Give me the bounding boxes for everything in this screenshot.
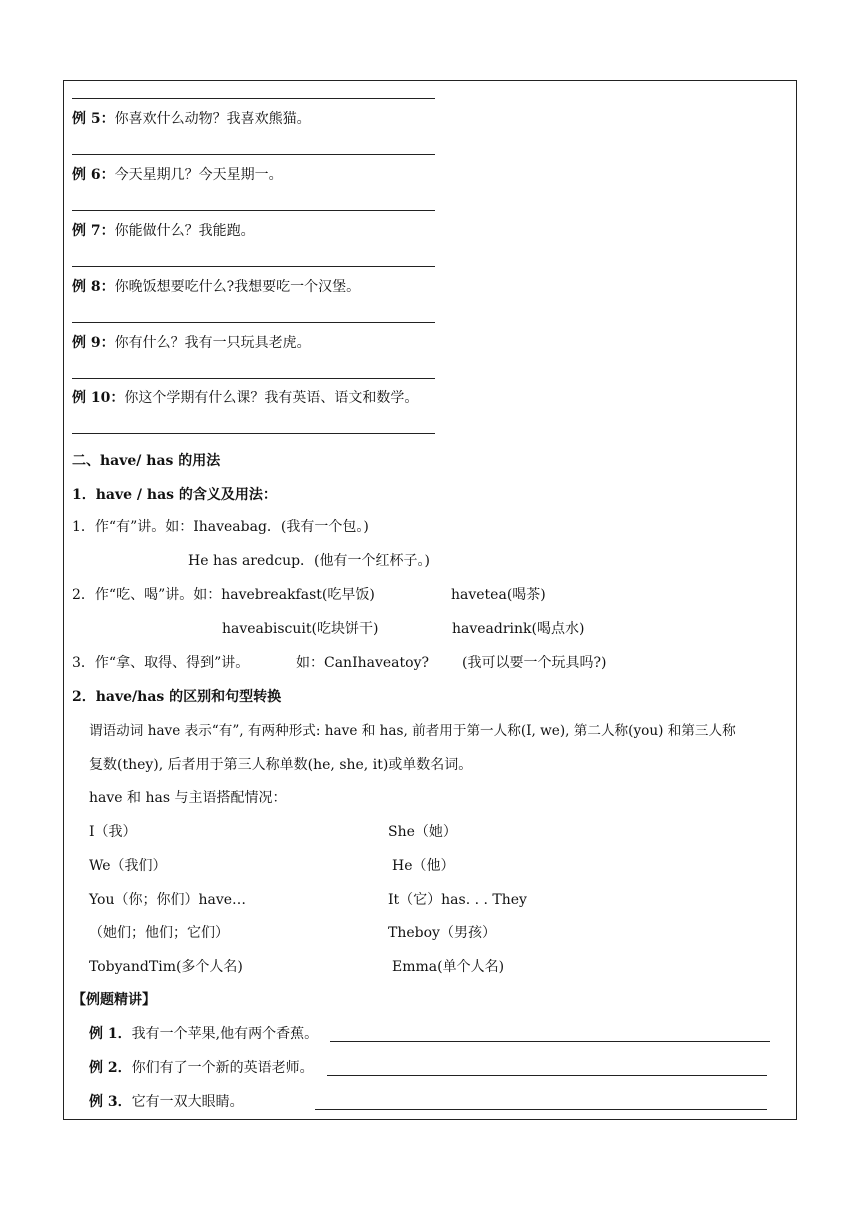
example-item: [72, 166, 283, 184]
example-item: [72, 222, 255, 240]
subsection-heading: 1．have / has 的含义及用法：: [72, 487, 277, 503]
match-left: （她们；他们；它们）: [89, 925, 229, 941]
usage-line: havetea(喝茶): [451, 587, 546, 603]
example-item: [72, 334, 311, 352]
practice-item: [89, 1093, 244, 1111]
match-right: He（他）: [392, 858, 455, 874]
answer-line: [72, 266, 435, 267]
example-text: 你喜欢什么动物？我喜欢熊猫。: [114, 111, 311, 127]
match-right: She（她）: [388, 824, 457, 840]
practice-heading: 【例题精讲】: [72, 992, 156, 1008]
usage-line: haveadrink(喝点水): [452, 621, 585, 637]
example-text: 你有什么？我有一只玩具老虎。: [114, 335, 311, 351]
answer-line: [72, 154, 435, 155]
section-heading: 二、have/ has 的用法: [72, 453, 221, 469]
answer-line: [72, 210, 435, 211]
match-right: Emma(单个人名): [392, 959, 505, 975]
usage-line: haveabiscuit(吃块饼干): [222, 621, 379, 637]
practice-text: 我有一个苹果,他有两个香蕉。: [131, 1026, 319, 1042]
example-item: [72, 278, 360, 296]
match-title: have 和 has 与主语搭配情况：: [89, 790, 287, 806]
practice-text: 它有一双大眼睛。: [131, 1094, 244, 1110]
answer-line: [315, 1109, 767, 1110]
answer-line: [72, 378, 435, 379]
answer-line: [72, 98, 435, 99]
example-text: 今天星期几？今天星期一。: [114, 167, 283, 183]
example-label: 例 6：: [72, 167, 115, 183]
answer-line: [72, 322, 435, 323]
example-text: 你能做什么？我能跑。: [114, 223, 255, 239]
example-label: 例 10：: [72, 390, 125, 406]
practice-item: [89, 1025, 318, 1043]
paragraph-line: 谓语动词 have 表示“有”, 有两种形式: have 和 has, 前者用于第一人称(I, we), 第二人称(you) 和第三人称: [89, 723, 736, 739]
example-label: 例 5：: [72, 111, 115, 127]
example-label: 例 8：: [72, 279, 115, 295]
match-left: You（你；你们）have…: [89, 892, 247, 908]
practice-label: 例 1．: [89, 1026, 132, 1042]
usage-line: 2．作“吃、喝”讲。如：havebreakfast(吃早饭): [72, 587, 375, 603]
usage-line: 如：CanIhaveatoy?: [296, 655, 429, 671]
example-item: [72, 389, 418, 407]
usage-line: He has aredcup．(他有一个红杯子。): [188, 553, 430, 569]
example-label: 例 7：: [72, 223, 115, 239]
practice-label: 例 2．: [89, 1060, 132, 1076]
example-item: [72, 110, 311, 128]
usage-line: 1．作“有”讲。如：Ihaveabag．(我有一个包。): [72, 519, 369, 535]
practice-label: 例 3．: [89, 1094, 132, 1110]
example-text: 你晚饭想要吃什么?我想要吃一个汉堡。: [114, 279, 361, 295]
practice-item: [89, 1059, 314, 1077]
match-left: We（我们）: [89, 858, 167, 874]
paragraph-line: 复数(they), 后者用于第三人称单数(he, she, it)或单数名词。: [89, 757, 473, 773]
example-label: 例 9：: [72, 335, 115, 351]
usage-line: 3．作“拿、取得、得到”讲。: [72, 655, 250, 671]
match-right: It（它）has. . . They: [388, 892, 527, 908]
subsection-heading: 2．have/has 的区别和句型转换: [72, 689, 282, 705]
practice-text: 你们有了一个新的英语老师。: [131, 1060, 314, 1076]
answer-line: [330, 1041, 770, 1042]
answer-line: [327, 1075, 767, 1076]
match-right: Theboy（男孩）: [388, 925, 496, 941]
match-left: TobyandTim(多个人名): [89, 959, 243, 975]
usage-line: (我可以要一个玩具吗?): [462, 655, 607, 671]
answer-line: [72, 433, 435, 434]
example-text: 你这个学期有什么课？我有英语、语文和数学。: [124, 390, 419, 406]
match-left: I（我）: [89, 824, 137, 840]
